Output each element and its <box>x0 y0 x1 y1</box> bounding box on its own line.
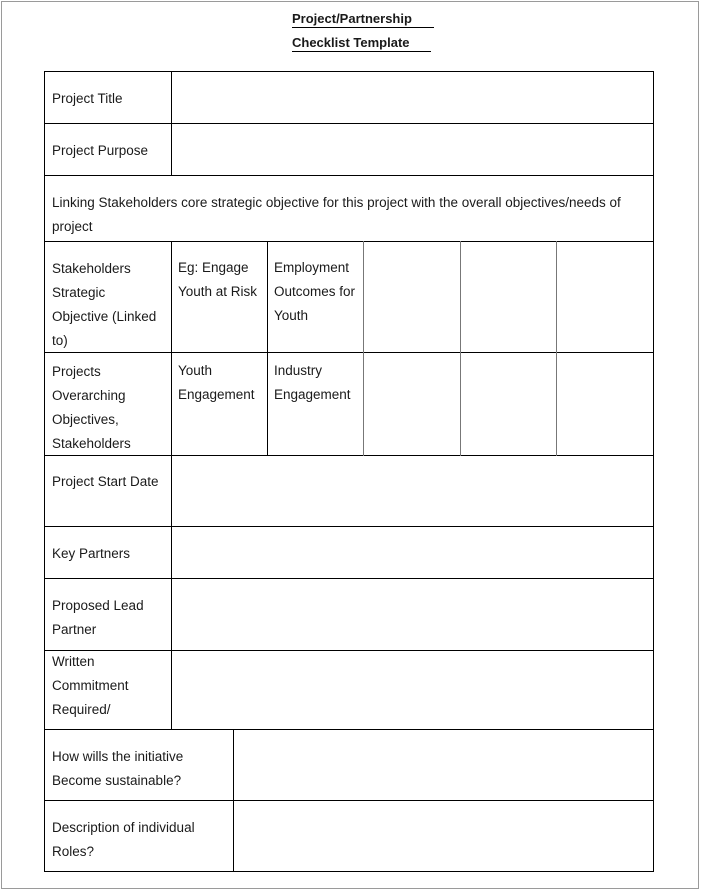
label-project-purpose: Project Purpose <box>52 143 149 158</box>
input-project-purpose[interactable] <box>172 124 653 175</box>
cell-projects-4[interactable] <box>461 353 556 455</box>
cell-stakeholders-5[interactable] <box>557 242 653 352</box>
input-key-partners[interactable] <box>172 527 653 578</box>
cell-projects-5[interactable] <box>557 353 653 455</box>
label-written-commitment: Written Commitment Required/ <box>52 654 129 717</box>
document-title-line1: Project/Partnership <box>292 11 434 28</box>
input-description-roles[interactable] <box>234 801 653 871</box>
label-description-roles: Description of individual Roles? <box>52 820 195 859</box>
cell-stakeholders-3[interactable] <box>364 242 460 352</box>
label-linking-stakeholders: Linking Stakeholders core strategic objective for this project with the overall objectives/needs of project <box>52 195 621 234</box>
cell-projects-example-2: Industry Engagement <box>274 363 351 402</box>
label-stakeholders-strategic-objective: Stakeholders Strategic Objective (Linked to) <box>52 261 157 348</box>
label-projects-overarching: Projects Overarching Objectives, Stakeholders <box>52 364 131 451</box>
label-project-title: Project Title <box>52 91 123 106</box>
cell-projects-3[interactable] <box>364 353 460 455</box>
document-title-line2: Checklist Template <box>292 35 431 52</box>
input-how-sustainable[interactable] <box>234 730 653 800</box>
cell-projects-example-1: Youth Engagement <box>178 363 255 402</box>
label-proposed-lead-partner: Proposed Lead Partner <box>52 598 144 637</box>
input-project-start-date[interactable] <box>172 456 653 526</box>
label-project-start-date: Project Start Date <box>52 474 159 489</box>
cell-stakeholders-example-1: Eg: Engage Youth at Risk <box>178 260 258 299</box>
cell-stakeholders-example-2: Employment Outcomes for Youth <box>274 260 356 323</box>
input-project-title[interactable] <box>172 72 653 123</box>
input-written-commitment[interactable] <box>172 651 653 729</box>
input-proposed-lead-partner[interactable] <box>172 579 653 650</box>
cell-stakeholders-4[interactable] <box>461 242 556 352</box>
label-key-partners: Key Partners <box>52 546 131 561</box>
label-how-sustainable: How wills the initiative Become sustainable? <box>52 749 184 788</box>
